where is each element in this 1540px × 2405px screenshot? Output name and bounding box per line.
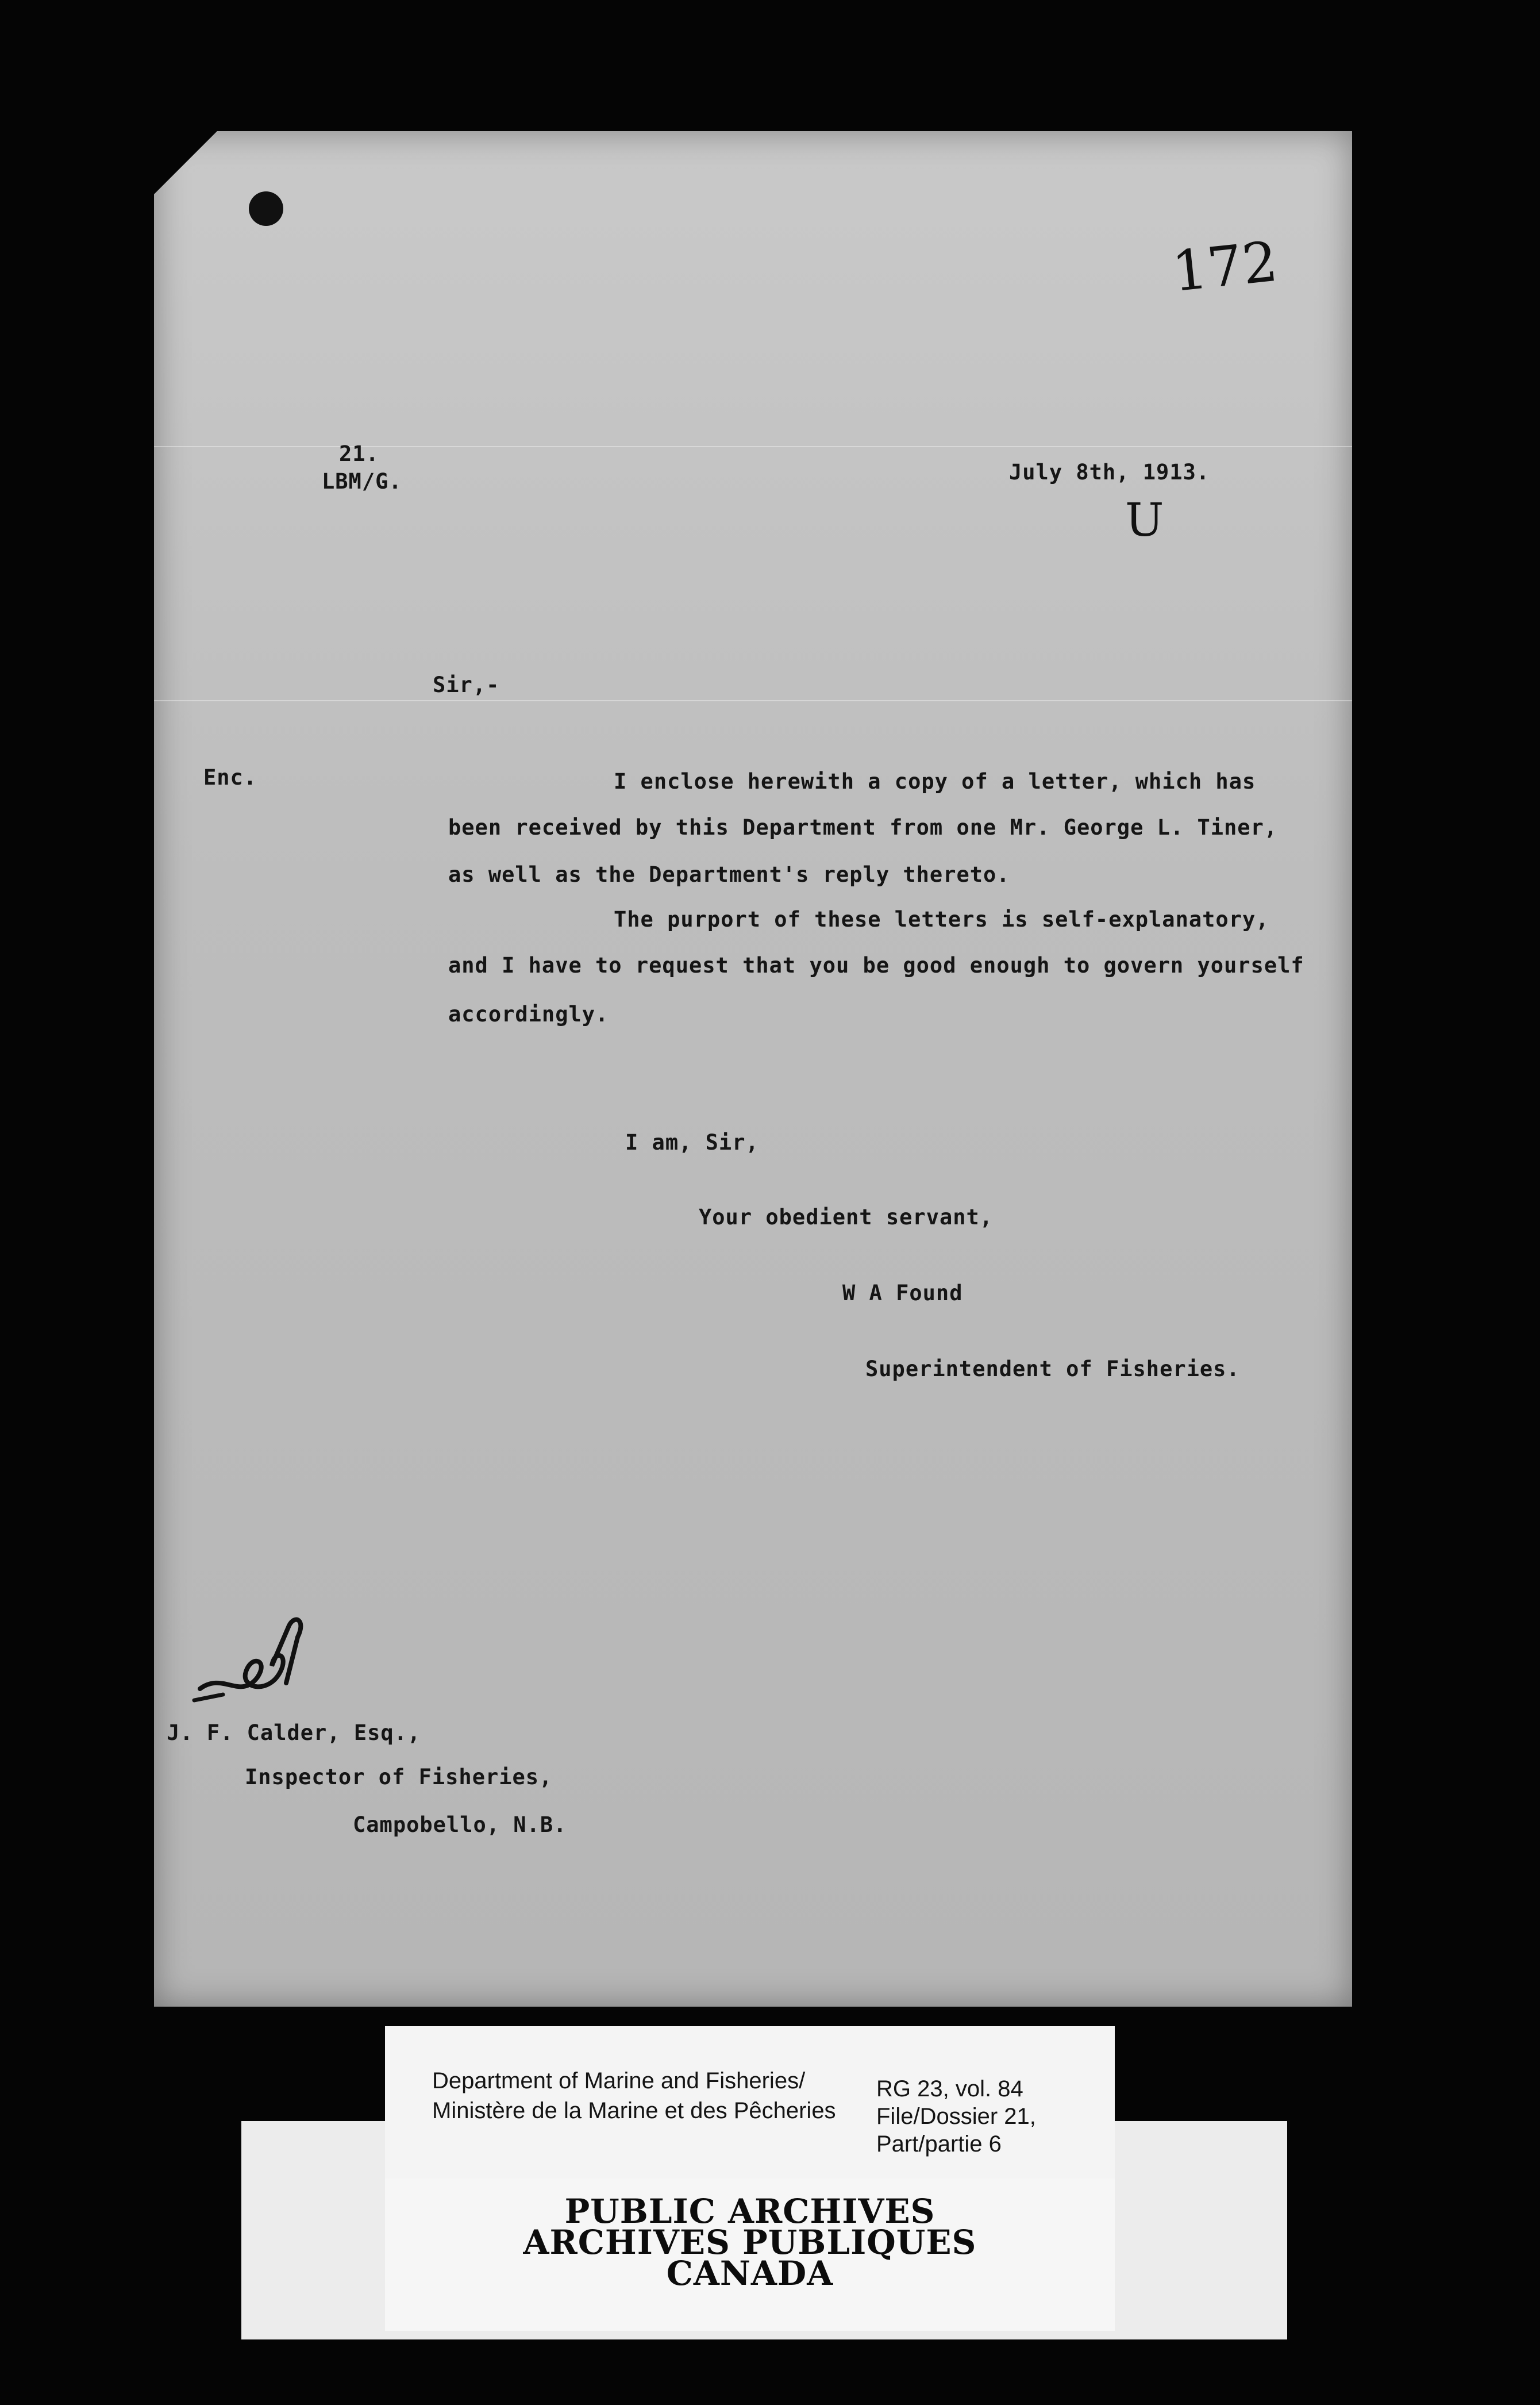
letter-date: July 8th, 1913. — [1009, 460, 1210, 485]
folded-corner — [154, 131, 217, 194]
date-check-mark: U — [1125, 493, 1164, 547]
body-line: as well as the Department's reply thereto. — [448, 862, 1010, 887]
salutation: Sir,- — [433, 673, 500, 697]
initials-reference: LBM/G. — [322, 469, 402, 494]
punch-hole — [249, 191, 283, 226]
addressee-line: Inspector of Fisheries, — [245, 1765, 553, 1789]
label-reference-line: RG 23, vol. 84 — [876, 2076, 1023, 2102]
signature-title: Superintendent of Fisheries. — [865, 1357, 1240, 1381]
handwritten-initials-mark — [188, 1603, 338, 1718]
addressee-line: J. F. Calder, Esq., — [167, 1720, 421, 1745]
closing-line: Your obedient servant, — [699, 1205, 994, 1230]
label-reference-line: File/Dossier 21, — [876, 2104, 1036, 2129]
addressee-line: Campobello, N.B. — [353, 1812, 567, 1837]
label-department-line: Department of Marine and Fisheries/ — [432, 2068, 806, 2093]
fold-line — [154, 700, 1352, 701]
body-line: I enclose herewith a copy of a letter, which has — [614, 769, 1256, 794]
handwritten-page-number: 172 — [1169, 229, 1281, 305]
file-reference: 21. — [339, 441, 379, 466]
stamp-line: PUBLIC ARCHIVES — [564, 2192, 935, 2231]
closing-line: I am, Sir, — [625, 1130, 759, 1155]
label-department-line: Ministère de la Marine et des Pêcheries — [432, 2098, 836, 2123]
enclosure-note: Enc. — [203, 765, 257, 790]
label-reference-line: Part/partie 6 — [876, 2131, 1002, 2157]
stamp-line: ARCHIVES PUBLIQUES — [523, 2223, 977, 2262]
body-line: accordingly. — [448, 1002, 609, 1027]
document-page — [154, 131, 1352, 2007]
body-line: and I have to request that you be good enough to govern yourself — [448, 953, 1304, 978]
fold-line — [154, 446, 1352, 447]
body-line: The purport of these letters is self-explanatory, — [614, 907, 1269, 932]
stamp-line: CANADA — [666, 2254, 834, 2293]
body-line: been received by this Department from one Mr. George L. Tiner, — [448, 815, 1278, 840]
signature-name: W A Found — [842, 1281, 963, 1305]
